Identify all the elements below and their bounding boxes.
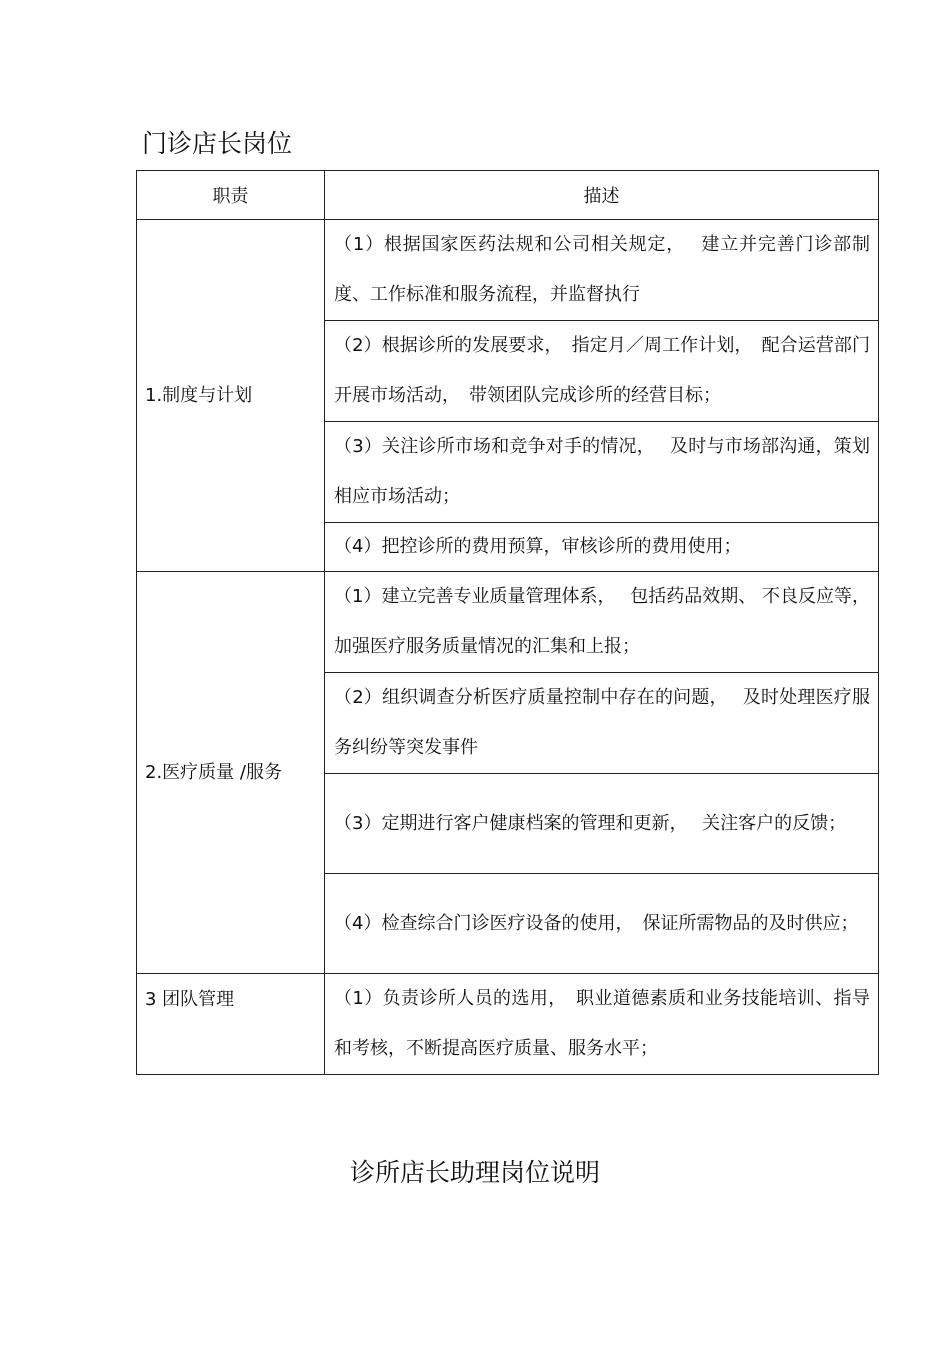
description-cell: （1）负责诊所人员的选用， 职业道德素质和业务技能培训、指导和考核，不断提高医疗质量、服务水平；	[325, 974, 879, 1075]
section-title: 诊所店长助理岗位说明	[349, 1158, 600, 1187]
description-cell: （1）根据国家医药法规和公司相关规定， 建立并完善门诊部制度、工作标准和服务流程，并监督执行	[325, 220, 879, 321]
header-description: 描述	[325, 171, 879, 220]
category-cell: 3 团队管理	[137, 974, 325, 1075]
header-duty: 职责	[137, 171, 325, 220]
table-header-row	[137, 171, 879, 220]
description-cell: （4）检查综合门诊医疗设备的使用， 保证所需物品的及时供应；	[325, 874, 879, 974]
category-cell: 2.医疗质量 /服务	[137, 572, 325, 974]
table-row	[137, 572, 879, 673]
description-cell: （3）定期进行客户健康档案的管理和更新， 关注客户的反馈；	[325, 774, 879, 874]
duty-table	[136, 170, 879, 1075]
description-cell: （2）组织调查分析医疗质量控制中存在的问题， 及时处理医疗服务纠纷等突发事件	[325, 673, 879, 774]
category-cell: 1.制度与计划	[137, 220, 325, 572]
description-cell: （4）把控诊所的费用预算，审核诊所的费用使用；	[325, 523, 879, 572]
page-title: 门诊店长岗位	[142, 129, 293, 158]
description-cell: （3）关注诊所市场和竞争对手的情况， 及时与市场部沟通，策划相应市场活动；	[325, 422, 879, 523]
table-row	[137, 220, 879, 321]
description-cell: （1）建立完善专业质量管理体系， 包括药品效期、 不良反应等，加强医疗服务质量情况的汇集和上报；	[325, 572, 879, 673]
table-row	[137, 974, 879, 1075]
description-cell: （2）根据诊所的发展要求， 指定月／周工作计划， 配合运营部门开展市场活动， 带领团队完成诊所的经营目标；	[325, 321, 879, 422]
